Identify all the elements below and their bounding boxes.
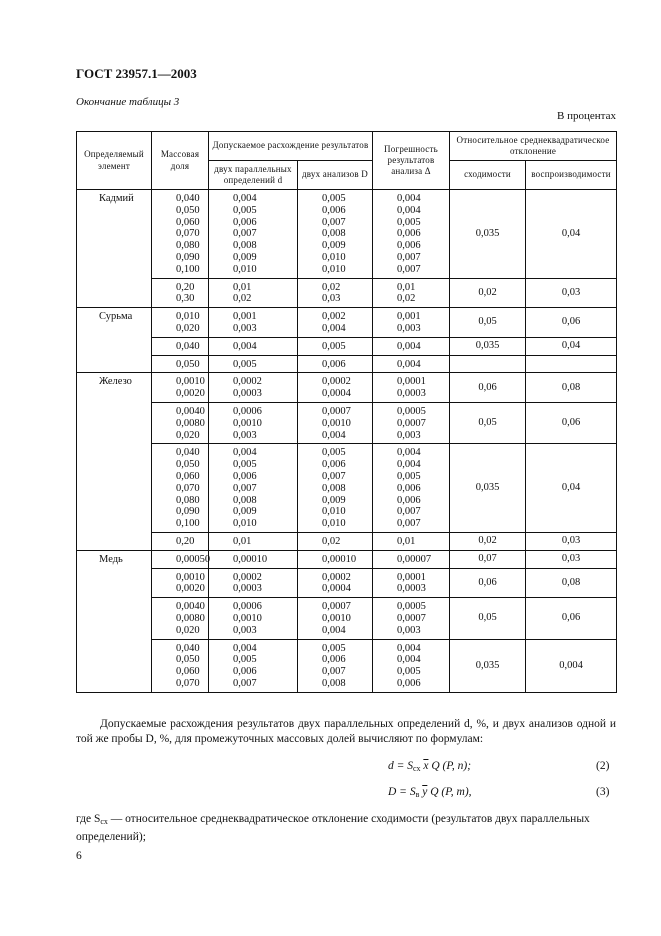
value-D: 0,00010 [322, 553, 357, 565]
header-convergence: сходимости [450, 161, 526, 190]
value-D: 0,006 [322, 459, 346, 471]
cell-mass [152, 402, 209, 443]
value-err: 0,001 [397, 311, 421, 323]
value-d: 0,0003 [233, 388, 262, 400]
value-mass: 0,0040 [176, 405, 205, 417]
value-err: 0,02 [397, 293, 416, 305]
value-err: 0,0001 [397, 571, 426, 583]
table-row [77, 639, 617, 692]
value-d: 0,007 [233, 482, 257, 494]
cell-mass [152, 550, 209, 568]
value-D: 0,005 [322, 642, 346, 654]
value-d: 0,008 [233, 240, 257, 252]
cell-D [298, 402, 373, 443]
value-mass: 0,30 [176, 293, 195, 305]
value-D: 0,008 [322, 482, 346, 494]
value-err: 0,006 [397, 240, 421, 252]
value-D: 0,008 [322, 677, 346, 689]
cell-d [209, 190, 298, 279]
cell-repr: 0,04 [526, 190, 617, 279]
value-mass: 0,0010 [176, 376, 205, 388]
cell-D [298, 550, 373, 568]
element-name-cell: Сурьма [77, 308, 152, 373]
page-number: 6 [76, 850, 82, 862]
value-D: 0,010 [322, 506, 346, 518]
cell-d [209, 337, 298, 355]
cell-D [298, 444, 373, 533]
value-mass: 0,20 [176, 535, 195, 547]
value-d: 0,003 [233, 429, 257, 441]
value-mass: 0,080 [176, 240, 200, 252]
value-err: 0,007 [397, 518, 421, 530]
cell-conv: 0,05 [450, 308, 526, 338]
cell-D [298, 639, 373, 692]
value-mass: 0,0080 [176, 417, 205, 429]
table-row [77, 568, 617, 598]
value-d: 0,005 [233, 358, 257, 370]
cell-err [373, 190, 450, 279]
cell-conv: 0,035 [450, 444, 526, 533]
value-d: 0,006 [233, 666, 257, 678]
value-mass: 0,050 [176, 459, 200, 471]
value-d: 0,01 [233, 281, 252, 293]
cell-D [298, 532, 373, 550]
cell-d [209, 550, 298, 568]
formula-D: $D = S_в$ $\overline{y}$ Q (P, m), [388, 786, 472, 799]
value-D: 0,0010 [322, 417, 351, 429]
cell-repr: 0,06 [526, 598, 617, 639]
value-d: 0,0010 [233, 417, 262, 429]
value-mass: 0,050 [176, 654, 200, 666]
value-mass: 0,090 [176, 506, 200, 518]
cell-repr: 0,06 [526, 402, 617, 443]
value-D: 0,0007 [322, 601, 351, 613]
cell-mass [152, 568, 209, 598]
value-err: 0,007 [397, 251, 421, 263]
value-mass: 0,050 [176, 358, 200, 370]
value-mass: 0,060 [176, 666, 200, 678]
cell-err [373, 355, 450, 373]
value-d: 0,003 [233, 322, 257, 334]
value-mass: 0,100 [176, 518, 200, 530]
cell-d [209, 355, 298, 373]
cell-d [209, 308, 298, 338]
value-D: 0,006 [322, 654, 346, 666]
value-err: 0,0001 [397, 376, 426, 388]
value-d: 0,009 [233, 506, 257, 518]
value-mass: 0,100 [176, 263, 200, 275]
cell-err [373, 639, 450, 692]
value-D: 0,0002 [322, 376, 351, 388]
element-name-cell: Железо [77, 373, 152, 550]
cell-repr: 0,08 [526, 568, 617, 598]
cell-err [373, 532, 450, 550]
table-row [77, 550, 617, 568]
table-row [77, 308, 617, 338]
value-d: 0,005 [233, 459, 257, 471]
value-d: 0,006 [233, 216, 257, 228]
value-D: 0,010 [322, 518, 346, 530]
cell-err [373, 444, 450, 533]
value-d: 0,0002 [233, 376, 262, 388]
value-err: 0,004 [397, 204, 421, 216]
value-err: 0,003 [397, 624, 421, 636]
cell-D [298, 373, 373, 403]
cell-err [373, 308, 450, 338]
table-continuation-caption: Окончание таблицы 3 [76, 96, 180, 108]
cell-d [209, 402, 298, 443]
table-row [77, 532, 617, 550]
value-d: 0,001 [233, 311, 257, 323]
cell-mass [152, 337, 209, 355]
value-D: 0,007 [322, 216, 346, 228]
value-mass: 0,0020 [176, 583, 205, 595]
value-D: 0,005 [322, 193, 346, 204]
cell-D [298, 598, 373, 639]
value-err: 0,004 [397, 193, 421, 204]
value-mass: 0,070 [176, 677, 200, 689]
value-mass: 0,040 [176, 447, 200, 459]
cell-mass [152, 373, 209, 403]
value-err: 0,00007 [397, 553, 432, 565]
value-err: 0,006 [397, 677, 421, 689]
table-row [77, 444, 617, 533]
value-d: 0,004 [233, 340, 257, 352]
cell-repr: 0,04 [526, 337, 617, 355]
value-d: 0,003 [233, 624, 257, 636]
formula-number-3: (3) [596, 786, 610, 798]
value-err: 0,007 [397, 506, 421, 518]
value-D: 0,0007 [322, 405, 351, 417]
value-d: 0,0006 [233, 405, 262, 417]
value-D: 0,009 [322, 240, 346, 252]
header-error: Погрешность результатов анализа Δ [373, 132, 450, 190]
table-row [77, 402, 617, 443]
value-err: 0,01 [397, 281, 416, 293]
value-err: 0,003 [397, 429, 421, 441]
cell-d [209, 568, 298, 598]
value-d: 0,02 [233, 293, 252, 305]
header-two-analyses: двух анализов D [298, 161, 373, 190]
value-mass: 0,070 [176, 228, 200, 240]
element-name-cell: Медь [77, 550, 152, 692]
header-allowed: Допускаемое расхождение результатов [209, 132, 373, 161]
value-D: 0,02 [322, 535, 341, 547]
value-err: 0,006 [397, 482, 421, 494]
cell-d [209, 598, 298, 639]
value-d: 0,01 [233, 535, 252, 547]
value-mass: 0,010 [176, 311, 200, 323]
header-element: Определяемый элемент [77, 132, 152, 190]
value-d: 0,0010 [233, 612, 262, 624]
cell-D [298, 308, 373, 338]
cell-mass [152, 639, 209, 692]
value-mass: 0,040 [176, 340, 200, 352]
cell-conv: 0,06 [450, 568, 526, 598]
value-d: 0,010 [233, 263, 257, 275]
cell-repr: 0,03 [526, 532, 617, 550]
header-two-determinations: двух параллельных определений d [209, 161, 298, 190]
cell-mass [152, 598, 209, 639]
value-mass: 0,0040 [176, 601, 205, 613]
value-D: 0,004 [322, 429, 346, 441]
cell-err [373, 598, 450, 639]
cell-conv: 0,05 [450, 402, 526, 443]
value-D: 0,0004 [322, 388, 351, 400]
value-D: 0,007 [322, 470, 346, 482]
cell-D [298, 278, 373, 308]
value-D: 0,005 [322, 447, 346, 459]
table-row [77, 355, 617, 373]
value-mass: 0,070 [176, 482, 200, 494]
table-row [77, 373, 617, 403]
value-d: 0,005 [233, 204, 257, 216]
cell-mass [152, 532, 209, 550]
value-d: 0,009 [233, 251, 257, 263]
value-err: 0,0003 [397, 388, 426, 400]
cell-repr: 0,06 [526, 308, 617, 338]
value-err: 0,01 [397, 535, 416, 547]
value-err: 0,0005 [397, 601, 426, 613]
cell-conv: 0,02 [450, 532, 526, 550]
value-mass: 0,00050 [176, 553, 211, 565]
value-D: 0,03 [322, 293, 341, 305]
value-err: 0,006 [397, 228, 421, 240]
value-d: 0,004 [233, 193, 257, 204]
value-d: 0,004 [233, 642, 257, 654]
value-mass: 0,060 [176, 470, 200, 482]
value-d: 0,010 [233, 518, 257, 530]
value-err: 0,005 [397, 216, 421, 228]
cell-mass [152, 308, 209, 338]
value-mass: 0,0080 [176, 612, 205, 624]
value-mass: 0,050 [176, 204, 200, 216]
value-err: 0,0005 [397, 405, 426, 417]
cell-d [209, 278, 298, 308]
value-err: 0,0007 [397, 417, 426, 429]
value-D: 0,0010 [322, 612, 351, 624]
cell-D [298, 337, 373, 355]
value-D: 0,010 [322, 263, 346, 275]
table-row [77, 598, 617, 639]
value-d: 0,006 [233, 470, 257, 482]
cell-d [209, 373, 298, 403]
value-d: 0,005 [233, 654, 257, 666]
cell-d [209, 639, 298, 692]
value-mass: 0,080 [176, 494, 200, 506]
cell-D [298, 568, 373, 598]
value-d: 0,007 [233, 677, 257, 689]
formula-number-2: (2) [596, 760, 610, 772]
value-D: 0,010 [322, 251, 346, 263]
cell-err [373, 568, 450, 598]
value-err: 0,0003 [397, 583, 426, 595]
value-D: 0,008 [322, 228, 346, 240]
value-err: 0,004 [397, 340, 421, 352]
cell-err [373, 337, 450, 355]
cell-conv: 0,07 [450, 550, 526, 568]
value-D: 0,02 [322, 281, 341, 293]
cell-err [373, 402, 450, 443]
cell-mass [152, 444, 209, 533]
cell-conv: 0,06 [450, 373, 526, 403]
cell-repr: 0,004 [526, 639, 617, 692]
value-mass: 0,040 [176, 193, 200, 204]
table-row [77, 190, 617, 279]
value-err: 0,004 [397, 654, 421, 666]
cell-conv: 0,035 [450, 337, 526, 355]
value-err: 0,006 [397, 494, 421, 506]
value-D: 0,002 [322, 311, 346, 323]
data-table [76, 131, 617, 693]
where-clause: где $S_{сх}$ — относительное среднеквадратическое отклонение сходимости (результатов двух параллельных определений); [76, 813, 590, 843]
value-err: 0,003 [397, 322, 421, 334]
value-mass: 0,20 [176, 281, 195, 293]
value-err: 0,004 [397, 459, 421, 471]
cell-conv: 0,035 [450, 639, 526, 692]
table-row [77, 278, 617, 308]
value-mass: 0,090 [176, 251, 200, 263]
value-d: 0,0006 [233, 601, 262, 613]
cell-repr: 0,03 [526, 550, 617, 568]
value-mass: 0,0010 [176, 571, 205, 583]
document-standard-title: ГОСТ 23957.1—2003 [76, 66, 197, 81]
value-D: 0,006 [322, 204, 346, 216]
unit-label: В процентах [557, 110, 616, 122]
value-err: 0,0007 [397, 612, 426, 624]
cell-d [209, 444, 298, 533]
cell-mass [152, 190, 209, 279]
header-reproducibility: воспроизводимости [526, 161, 617, 190]
value-D: 0,0004 [322, 583, 351, 595]
value-mass: 0,020 [176, 624, 200, 636]
value-D: 0,004 [322, 624, 346, 636]
value-D: 0,0002 [322, 571, 351, 583]
value-D: 0,005 [322, 340, 346, 352]
value-mass: 0,020 [176, 429, 200, 441]
value-d: 0,0002 [233, 571, 262, 583]
cell-conv: 0,035 [450, 190, 526, 279]
cell-repr: 0,03 [526, 278, 617, 308]
value-err: 0,005 [397, 470, 421, 482]
cell-err [373, 373, 450, 403]
value-D: 0,004 [322, 322, 346, 334]
value-D: 0,007 [322, 666, 346, 678]
value-mass: 0,0020 [176, 388, 205, 400]
element-name-cell: Кадмий [77, 190, 152, 308]
cell-mass [152, 278, 209, 308]
formula-d: $d = S_{сх}$ $\overline{x}$ Q (P, n); [388, 760, 472, 773]
cell-d [209, 532, 298, 550]
cell-repr: 0,08 [526, 373, 617, 403]
cell-conv: 0,02 [450, 278, 526, 308]
cell-conv [450, 355, 526, 373]
cell-D [298, 355, 373, 373]
value-err: 0,004 [397, 358, 421, 370]
cell-conv: 0,05 [450, 598, 526, 639]
header-relative: Относительное среднеквадратическое отклонение [450, 132, 617, 161]
cell-err [373, 550, 450, 568]
value-d: 0,004 [233, 447, 257, 459]
cell-repr [526, 355, 617, 373]
cell-D [298, 190, 373, 279]
table-row [77, 337, 617, 355]
value-mass: 0,060 [176, 216, 200, 228]
value-d: 0,0003 [233, 583, 262, 595]
value-D: 0,006 [322, 358, 346, 370]
value-err: 0,005 [397, 666, 421, 678]
cell-mass [152, 355, 209, 373]
value-mass: 0,020 [176, 322, 200, 334]
value-d: 0,008 [233, 494, 257, 506]
value-err: 0,004 [397, 642, 421, 654]
cell-err [373, 278, 450, 308]
value-d: 0,007 [233, 228, 257, 240]
header-mass: Массовая доля [152, 132, 209, 190]
value-mass: 0,040 [176, 642, 200, 654]
value-D: 0,009 [322, 494, 346, 506]
cell-repr: 0,04 [526, 444, 617, 533]
value-err: 0,004 [397, 447, 421, 459]
value-err: 0,007 [397, 263, 421, 275]
paragraph-formulas-intro: Допускаемые расхождения результатов двух параллельных определений d, %, и двух анализов одной и той же пробы D, %, для промежуточных массовых долей вычисляют по формулам: [76, 718, 616, 745]
value-d: 0,00010 [233, 553, 268, 565]
